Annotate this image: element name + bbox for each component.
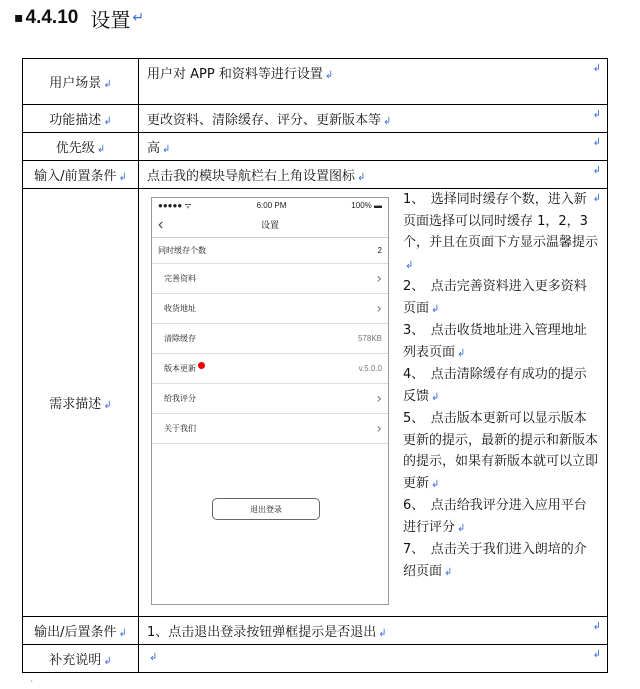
value-postcondition: 1、点击退出登录按钮弹框提示是否退出 ↲ ↲ [139, 617, 608, 645]
trailing-paragraph-mark: ` [30, 680, 34, 689]
spec-table [22, 58, 608, 673]
requirement-item: 1、 选择同时缓存个数，进入新页面选择可以同时缓存 1，2，3 个，并且在页面下方显示温馨提示↲ [403, 192, 599, 271]
chevron-right-icon: › [376, 270, 382, 287]
status-bar [152, 198, 388, 212]
settings-row-about[interactable]: 关于我们 › [152, 414, 388, 444]
section-title: 设置 [90, 7, 131, 32]
label-precondition: 输入/前置条件 ↲ [23, 161, 139, 189]
label-function: 功能描述 ↲ [23, 105, 139, 133]
requirement-item: 4、 点击清除缓存有成功的提示反馈 ↲ [403, 367, 587, 404]
settings-row-rate[interactable]: 给我评分 › [152, 384, 388, 414]
requirement-item: 7、 点击关于我们进入朗培的介绍页面 ↲ [403, 542, 587, 579]
status-time: 6:00 PM [256, 200, 287, 210]
bullet-icon: ▪ [14, 10, 24, 26]
section-heading [14, 4, 144, 32]
label-notes: 补充说明 ↲ [23, 645, 139, 673]
settings-row-cache-count[interactable]: 同时缓存个数 2 [152, 238, 388, 264]
nav-title: 设置 [260, 221, 279, 231]
settings-row-profile[interactable]: 完善资料 › [152, 264, 388, 294]
return-mark-icon: ↵ [132, 10, 145, 26]
battery-indicator: 100% ▬ [351, 200, 382, 210]
value-function: 更改资料、清除缓存、评分、更新版本等 ↲ ↲ [139, 105, 608, 133]
chevron-right-icon: › [376, 420, 382, 437]
phone-mockup [151, 197, 389, 605]
chevron-right-icon: › [376, 300, 382, 317]
requirements-list [389, 189, 607, 611]
requirement-item: 6、 点击给我评分进入应用平台进行评分 ↲ [403, 498, 587, 535]
logout-button[interactable]: 退出登录 [212, 498, 320, 520]
label-priority: 优先级 ↲ [23, 133, 139, 161]
label-postcondition: 输出/后置条件 ↲ [23, 617, 139, 645]
nav-bar [152, 212, 388, 238]
signal-icon: ●●●●● ᯤ [158, 200, 192, 210]
section-number: 4.4.10 [25, 7, 79, 28]
back-chevron-icon[interactable]: ‹ [158, 215, 164, 233]
requirement-item: 2、 点击完善资料进入更多资料页面 ↲ [403, 279, 587, 316]
value-requirements: ●●●●● ᯤ 6:00 PM 100% ▬ ‹ 设置 同时缓存个数 2 完善资料 › 收货地址 › 清除缓存 578KB 版本更新 v.5.0.0 给我评分 › 关于我们 › 退出登录 1、 选择同时缓存个数，进入新页面选择可以同时缓存 1，2，3 个，并且在页面下方显示温馨提示↲ 2、 点击完善资料进入更多资料页面 ↲ 3、 点击收货地址进入管理地址列表页面 ↲ 4、 点击清除缓存有成功的提示反馈 ↲ 5、 点击版本更新可以显示版本更新的提示，最新的提示和新版本的提示，如果有新版本就可以立即更新 ↲ 6、 点击给我评分进入应用平台进行评分 ↲ 7、 点击关于我们进入朗培的介绍页面 ↲ ↲ [139, 189, 608, 617]
value-priority: 高 ↲ ↲ [139, 133, 608, 161]
value-precondition: 点击我的模块导航栏右上角设置图标 ↲ ↲ [139, 161, 608, 189]
label-user-scenario: 用户场景 ↲ [23, 59, 139, 105]
value-notes: ↲ ↲ [139, 645, 608, 673]
settings-row-version[interactable]: 版本更新 v.5.0.0 [152, 354, 388, 384]
requirement-item: 5、 点击版本更新可以显示版本更新的提示，最新的提示和新版本的提示，如果有新版本就可以立即更新 ↲ [403, 411, 599, 491]
settings-row-address[interactable]: 收货地址 › [152, 294, 388, 324]
requirement-item: 3、 点击收货地址进入管理地址列表页面 ↲ [403, 323, 587, 360]
update-badge [198, 362, 205, 369]
settings-row-clear-cache[interactable]: 清除缓存 578KB [152, 324, 388, 354]
chevron-right-icon: › [376, 390, 382, 407]
label-requirements: 需求描述 ↲ [23, 189, 139, 617]
value-user-scenario: 用户对 APP 和资料等进行设置 ↲ ↲ [139, 59, 608, 105]
